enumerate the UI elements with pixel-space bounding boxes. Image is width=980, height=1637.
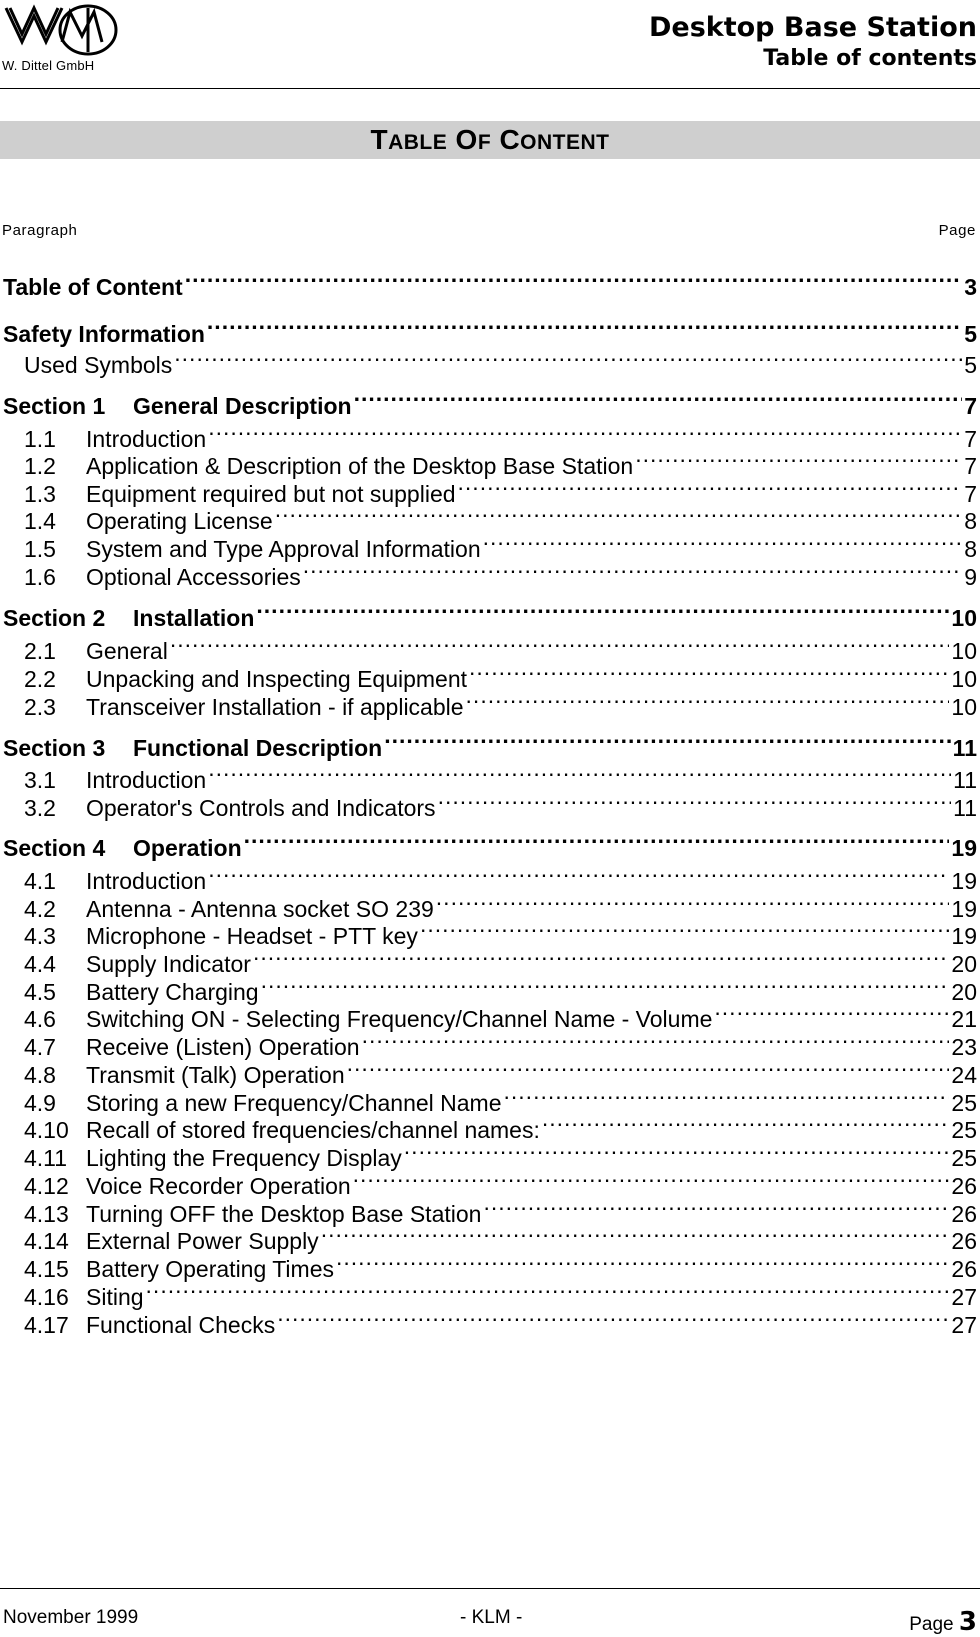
toc-entry-number: 4.8 xyxy=(24,1062,56,1088)
toc-entry-number: 4.17 xyxy=(24,1312,69,1338)
toc-entry-title: Microphone - Headset - PTT key xyxy=(86,923,418,949)
toc-entry-page: 7 xyxy=(964,426,977,452)
toc-entry-number: 4.13 xyxy=(24,1201,69,1227)
toc-dot-leader xyxy=(354,384,963,414)
footer-page xyxy=(909,1607,977,1637)
toc-section-entry[interactable] xyxy=(3,596,977,631)
toc-entry-number: Section 2 xyxy=(3,605,106,631)
toc-entry-number: 1.1 xyxy=(24,426,56,452)
toc-dot-leader xyxy=(174,345,962,373)
toc-entry-page: 19 xyxy=(951,896,977,922)
toc-dot-leader xyxy=(185,265,962,295)
toc-entry-page: 10 xyxy=(951,638,977,664)
toc-entry-page: 19 xyxy=(951,868,977,894)
toc-entry-number: 1.6 xyxy=(24,564,56,590)
toc-dot-leader xyxy=(404,1138,950,1166)
toc-dot-leader xyxy=(436,889,950,917)
toc-dot-leader xyxy=(458,474,963,502)
toc-subsection-entry[interactable] xyxy=(24,999,977,1032)
toc-entry-title: Equipment required but not supplied xyxy=(86,481,456,507)
toc-entry-title: Unpacking and Inspecting Equipment xyxy=(86,666,468,692)
company-name: W. Dittel GmbH xyxy=(2,58,95,73)
toc-section-entry[interactable] xyxy=(3,384,977,419)
toc-dot-leader xyxy=(303,557,962,585)
toc-dot-leader xyxy=(253,944,949,972)
toc-entry-number: 4.1 xyxy=(24,868,56,894)
toc-dot-leader xyxy=(504,1083,950,1111)
toc-entry-title: Recall of stored frequencies/channel names: xyxy=(86,1117,540,1143)
toc-entry-number: Section 1 xyxy=(3,393,106,419)
toc-dot-leader xyxy=(256,596,949,626)
toc-entry-title: Application & Description of the Desktop Base Station xyxy=(86,453,634,479)
toc-dot-leader xyxy=(207,312,962,342)
toc-entry-page: 5 xyxy=(964,352,977,378)
toc-entry-number: 2.1 xyxy=(24,638,56,664)
toc-subsection-entry[interactable] xyxy=(24,788,977,821)
toc-entry-title: Storing a new Frequency/Channel Name xyxy=(86,1090,502,1116)
footer-divider xyxy=(0,1588,980,1589)
toc-entry-page: 5 xyxy=(964,321,977,347)
toc-entry-title: Introduction xyxy=(86,767,207,793)
toc-entry-page: 10 xyxy=(951,605,977,631)
toc-dot-leader xyxy=(483,529,963,557)
toc-entry-page: 11 xyxy=(952,735,977,761)
toc-entry-number: 3.1 xyxy=(24,767,56,793)
toc-entry-title: Transmit (Talk) Operation xyxy=(86,1062,345,1088)
toc-dot-leader xyxy=(275,501,963,529)
toc-subsection-entry[interactable] xyxy=(24,1166,977,1199)
toc-subsection-entry[interactable] xyxy=(24,345,977,378)
footer-center-label: - KLM - xyxy=(460,1607,523,1628)
toc-subsection-entry[interactable] xyxy=(24,529,977,562)
footer-page-number: 3 xyxy=(958,1607,977,1637)
document-title: Desktop Base Station xyxy=(648,12,977,43)
toc-subsection-entry[interactable] xyxy=(24,1277,977,1310)
toc-dot-leader xyxy=(277,1305,949,1333)
toc-entry-title: General Description xyxy=(133,393,352,419)
toc-subsection-entry[interactable] xyxy=(24,760,977,793)
toc-subsection-entry[interactable] xyxy=(24,446,977,479)
toc-subsection-entry[interactable] xyxy=(24,1083,977,1116)
document-subtitle: Table of contents xyxy=(763,46,977,71)
toc-subsection-entry[interactable] xyxy=(24,631,977,664)
toc-entry-number: 3.2 xyxy=(24,795,56,821)
toc-entry-number: Section 4 xyxy=(3,835,106,861)
toc-dot-leader xyxy=(170,631,950,659)
toc-subsection-entry[interactable] xyxy=(24,972,977,1005)
toc-subsection-entry[interactable] xyxy=(24,1110,977,1143)
toc-entry-page: 7 xyxy=(964,453,977,479)
toc-entry-page: 7 xyxy=(964,481,977,507)
page-title: TABLE OF CONTENT xyxy=(0,121,980,159)
toc-dot-leader xyxy=(542,1110,950,1138)
toc-section-entry[interactable] xyxy=(3,265,977,300)
toc-entry-number: Section 3 xyxy=(3,735,106,761)
toc-entry-page: 11 xyxy=(953,767,977,793)
toc-dot-leader xyxy=(466,687,950,715)
toc-entry-title: Voice Recorder Operation xyxy=(86,1173,351,1199)
toc-entry-number: 4.12 xyxy=(24,1173,69,1199)
toc-entry-page: 10 xyxy=(951,666,977,692)
toc-entry-page: 26 xyxy=(951,1228,977,1254)
toc-subsection-entry[interactable] xyxy=(24,687,977,720)
toc-entry-number: 4.3 xyxy=(24,923,56,949)
toc-entry-page: 9 xyxy=(964,564,977,590)
toc-entry-title: Installation xyxy=(133,605,255,631)
toc-dot-leader xyxy=(362,1027,950,1055)
toc-dot-leader xyxy=(483,1194,949,1222)
toc-entry-page: 25 xyxy=(951,1145,977,1171)
toc-subsection-entry[interactable] xyxy=(24,501,977,534)
toc-entry-number: 4.6 xyxy=(24,1006,56,1032)
toc-subsection-entry[interactable] xyxy=(24,659,977,692)
toc-entry-page: 26 xyxy=(951,1256,977,1282)
toc-entry-page: 7 xyxy=(964,393,977,419)
toc-entry-title: Siting xyxy=(86,1284,144,1310)
toc-subsection-entry[interactable] xyxy=(24,419,977,452)
toc-dot-leader xyxy=(261,972,950,1000)
toc-entry-title: Table of Content xyxy=(3,274,183,300)
toc-entry-number: 4.5 xyxy=(24,979,56,1005)
toc-entry-number: 1.3 xyxy=(24,481,56,507)
toc-subsection-entry[interactable] xyxy=(24,1138,977,1171)
toc-entry-number: 4.9 xyxy=(24,1090,56,1116)
toc-entry-title: Switching ON - Selecting Frequency/Channel Name - Volume xyxy=(86,1006,713,1032)
toc-entry-page: 10 xyxy=(951,694,977,720)
toc-entry-title: Optional Accessories xyxy=(86,564,301,590)
toc-section-entry[interactable] xyxy=(3,312,977,347)
toc-subsection-entry[interactable] xyxy=(24,1305,977,1338)
toc-entry-title: System and Type Approval Information xyxy=(86,536,481,562)
toc-entry-title: General xyxy=(86,638,168,664)
toc-dot-leader xyxy=(336,1249,949,1277)
toc-dot-leader xyxy=(469,659,949,687)
toc-entry-number: 2.3 xyxy=(24,694,56,720)
toc-subsection-entry[interactable] xyxy=(24,944,977,977)
toc-subsection-entry[interactable] xyxy=(24,889,977,922)
toc-entry-title: Safety Information xyxy=(3,321,205,347)
toc-dot-leader xyxy=(420,916,949,944)
toc-entry-number: 4.15 xyxy=(24,1256,69,1282)
toc-dot-leader xyxy=(244,826,950,856)
toc-entry-page: 26 xyxy=(951,1201,977,1227)
toc-entry-title: Supply Indicator xyxy=(86,951,251,977)
wm-logo-icon xyxy=(4,2,122,60)
toc-subsection-entry[interactable] xyxy=(24,1194,977,1227)
toc-dot-leader xyxy=(438,788,952,816)
toc-entry-title: Operating License xyxy=(86,508,273,534)
toc-entry-title: Turning OFF the Desktop Base Station xyxy=(86,1201,482,1227)
toc-subsection-entry[interactable] xyxy=(24,1027,977,1060)
toc-entry-number: 4.2 xyxy=(24,896,56,922)
toc-dot-leader xyxy=(353,1166,950,1194)
toc-entry-title: Introduction xyxy=(86,868,207,894)
toc-dot-leader xyxy=(208,419,962,447)
toc-dot-leader xyxy=(635,446,962,474)
column-label-paragraph: Paragraph xyxy=(2,222,78,239)
toc-entry-page: 24 xyxy=(951,1062,977,1088)
toc-entry-page: 27 xyxy=(951,1312,977,1338)
toc-entry-page: 11 xyxy=(953,795,977,821)
toc-subsection-entry[interactable] xyxy=(24,1249,977,1282)
toc-entry-title: Functional Checks xyxy=(86,1312,276,1338)
toc-entry-number: 1.4 xyxy=(24,508,56,534)
toc-entry-title: Operator's Controls and Indicators xyxy=(86,795,436,821)
toc-dot-leader xyxy=(321,1221,950,1249)
toc-entry-page: 25 xyxy=(951,1117,977,1143)
toc-subsection-entry[interactable] xyxy=(24,1221,977,1254)
toc-subsection-entry[interactable] xyxy=(24,557,977,590)
toc-entry-title: Battery Operating Times xyxy=(86,1256,334,1282)
toc-entry-page: 8 xyxy=(964,536,977,562)
toc-entry-page: 23 xyxy=(951,1034,977,1060)
toc-entry-number: 4.14 xyxy=(24,1228,69,1254)
toc-entry-page: 20 xyxy=(951,951,977,977)
footer-page-label: Page xyxy=(909,1614,954,1635)
toc-subsection-entry[interactable] xyxy=(24,916,977,949)
toc-subsection-entry[interactable] xyxy=(24,1055,977,1088)
toc-entry-number: 4.4 xyxy=(24,951,56,977)
toc-dot-leader xyxy=(714,999,949,1027)
toc-entry-page: 25 xyxy=(951,1090,977,1116)
toc-entry-title: Used Symbols xyxy=(24,352,173,378)
toc-entry-number: 1.2 xyxy=(24,453,56,479)
toc-entry-title: Introduction xyxy=(86,426,207,452)
toc-dot-leader xyxy=(384,726,950,756)
toc-entry-page: 3 xyxy=(964,274,977,300)
toc-dot-leader xyxy=(208,861,949,889)
toc-entry-number: 4.11 xyxy=(24,1145,68,1171)
toc-entry-page: 21 xyxy=(951,1006,977,1032)
toc-entry-number: 4.10 xyxy=(24,1117,69,1143)
toc-entry-title: Operation xyxy=(133,835,242,861)
toc-entry-page: 19 xyxy=(951,835,977,861)
toc-entry-title: Receive (Listen) Operation xyxy=(86,1034,360,1060)
toc-entry-number: 4.16 xyxy=(24,1284,69,1310)
footer-date: November 1999 xyxy=(3,1607,139,1628)
toc-entry-title: Antenna - Antenna socket SO 239 xyxy=(86,896,434,922)
toc-entry-title: Lighting the Frequency Display xyxy=(86,1145,402,1171)
toc-entry-page: 20 xyxy=(951,979,977,1005)
toc-section-entry[interactable] xyxy=(3,726,977,761)
toc-dot-leader xyxy=(208,760,951,788)
toc-entry-title: Functional Description xyxy=(133,735,383,761)
toc-entry-number: 1.5 xyxy=(24,536,56,562)
header-divider xyxy=(0,88,980,89)
toc-entry-title: Transceiver Installation - if applicable xyxy=(86,694,464,720)
toc-entry-page: 19 xyxy=(951,923,977,949)
toc-subsection-entry[interactable] xyxy=(24,861,977,894)
toc-entry-number: 2.2 xyxy=(24,666,56,692)
toc-dot-leader xyxy=(347,1055,950,1083)
toc-subsection-entry[interactable] xyxy=(24,474,977,507)
document-title-block xyxy=(649,12,977,74)
toc-entry-page: 26 xyxy=(951,1173,977,1199)
toc-entry-title: External Power Supply xyxy=(86,1228,319,1254)
toc-entry-number: 4.7 xyxy=(24,1034,56,1060)
toc-entry-title: Battery Charging xyxy=(86,979,259,1005)
toc-section-entry[interactable] xyxy=(3,826,977,861)
toc-entry-page: 8 xyxy=(964,508,977,534)
toc-dot-leader xyxy=(146,1277,950,1305)
toc-entry-page: 27 xyxy=(951,1284,977,1310)
column-label-page: Page xyxy=(938,222,976,239)
